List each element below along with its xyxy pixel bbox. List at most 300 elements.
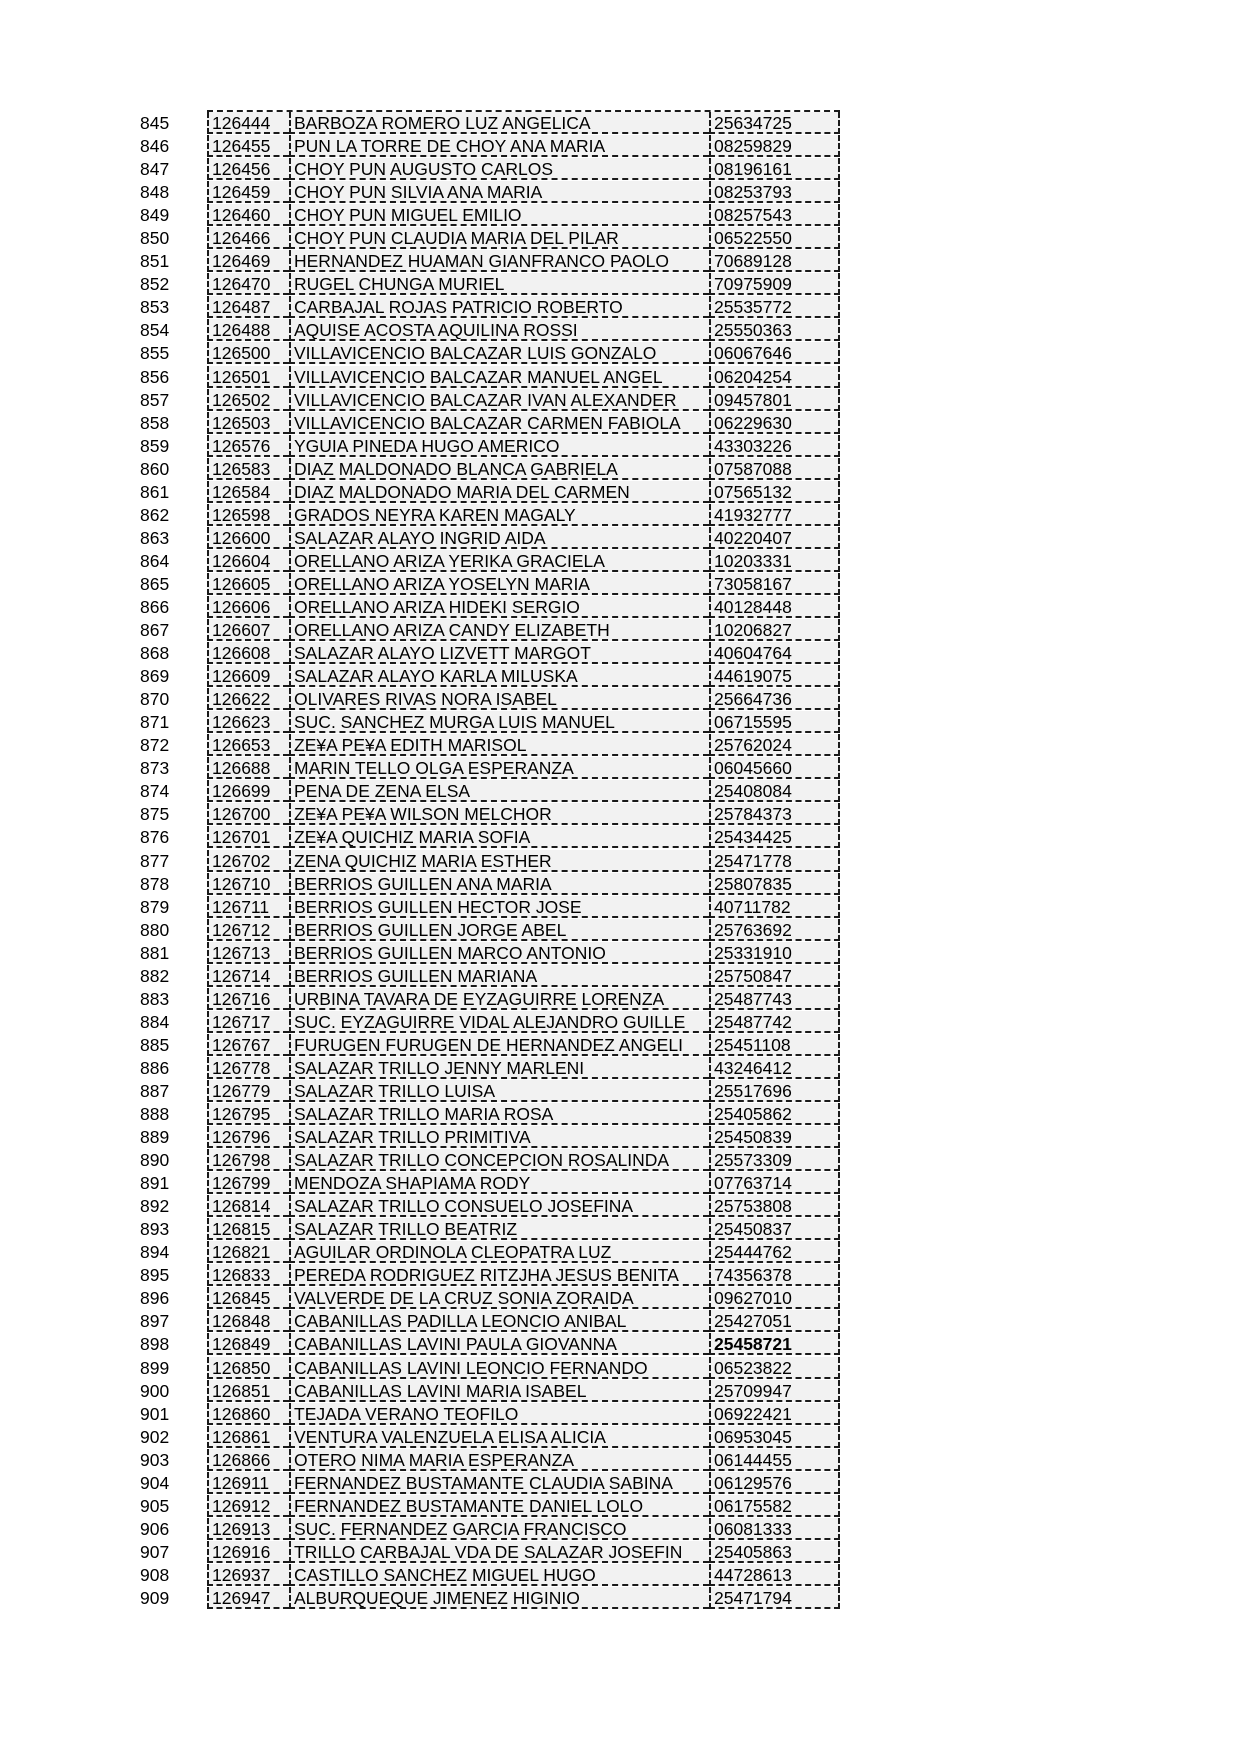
code-cell: 126799 [207,1172,289,1194]
code-cell: 126717 [207,1011,289,1033]
dni-cell: 25550363 [709,319,840,341]
code-cell: 126796 [207,1126,289,1148]
name-cell: BARBOZA ROMERO LUZ ANGELICA [289,112,709,134]
dni-cell: 43246412 [709,1057,840,1079]
dni-cell: 25405863 [709,1541,840,1563]
row-number: 887 [140,1080,170,1101]
code-cell: 126622 [207,688,289,710]
dni-cell: 25517696 [709,1080,840,1102]
name-cell: SALAZAR ALAYO LIZVETT MARGOT [289,642,709,664]
table-row [130,942,840,965]
code-cell: 126821 [207,1241,289,1263]
code-cell: 126833 [207,1264,289,1286]
row-number: 858 [140,412,170,433]
table-row [130,1034,840,1057]
row-number: 884 [140,1011,170,1032]
table-row [130,366,840,389]
name-cell: ZE¥A PE¥A WILSON MELCHOR [289,803,709,825]
table-row [130,1403,840,1426]
table-row [130,481,840,504]
name-cell: PENA DE ZENA ELSA [289,780,709,802]
row-number: 862 [140,504,170,525]
row-number: 899 [140,1357,170,1378]
code-cell: 126848 [207,1310,289,1332]
table-row [130,665,840,688]
row-number: 850 [140,228,170,249]
code-cell: 126713 [207,942,289,964]
code-cell: 126814 [207,1195,289,1217]
dni-cell: 25405862 [709,1103,840,1125]
row-number: 848 [140,182,170,203]
row-number: 892 [140,1196,170,1217]
dni-cell: 08257543 [709,204,840,226]
name-cell: TRILLO CARBAJAL VDA DE SALAZAR JOSEFIN [289,1541,709,1563]
dni-cell: 25487743 [709,988,840,1010]
row-number: 860 [140,458,170,479]
row-number: 868 [140,643,170,664]
dni-cell: 25750847 [709,965,840,987]
name-cell: FERNANDEZ BUSTAMANTE CLAUDIA SABINA [289,1472,709,1494]
code-cell: 126795 [207,1103,289,1125]
row-number: 903 [140,1449,170,1470]
name-cell: CHOY PUN MIGUEL EMILIO [289,204,709,226]
table-row [130,757,840,780]
row-number: 880 [140,919,170,940]
row-number: 878 [140,873,170,894]
name-cell: CHOY PUN AUGUSTO CARLOS [289,158,709,180]
code-cell: 126584 [207,481,289,503]
row-number: 873 [140,758,170,779]
code-cell: 126712 [207,919,289,941]
row-number: 852 [140,274,170,295]
table-row [130,1587,840,1610]
table-row [130,826,840,849]
dni-cell: 06081333 [709,1518,840,1540]
dni-cell: 25408084 [709,780,840,802]
dni-cell: 25807835 [709,873,840,895]
row-number: 881 [140,942,170,963]
table-row [130,1541,840,1564]
name-cell: SALAZAR TRILLO PRIMITIVA [289,1126,709,1148]
code-cell: 126702 [207,850,289,872]
table-row [130,158,840,181]
dni-cell: 25471794 [709,1587,840,1609]
table-row [130,1564,840,1587]
row-number: 859 [140,435,170,456]
dni-cell: 06229630 [709,412,840,434]
name-cell: BERRIOS GUILLEN JORGE ABEL [289,919,709,941]
name-cell: CHOY PUN SILVIA ANA MARIA [289,181,709,203]
table-row [130,573,840,596]
name-cell: VILLAVICENCIO BALCAZAR LUIS GONZALO [289,342,709,364]
table-row [130,1103,840,1126]
code-cell: 126487 [207,296,289,318]
table-row [130,1518,840,1541]
table-row [130,596,840,619]
table-row [130,319,840,342]
table-row [130,896,840,919]
table-row [130,527,840,550]
name-cell: BERRIOS GUILLEN HECTOR JOSE [289,896,709,918]
name-cell: GRADOS NEYRA KAREN MAGALY [289,504,709,526]
table-row [130,850,840,873]
row-number: 864 [140,550,170,571]
table-row [130,342,840,365]
data-table [130,112,840,1610]
row-number: 845 [140,113,170,133]
row-number: 889 [140,1127,170,1148]
row-number: 900 [140,1380,170,1401]
dni-cell: 09457801 [709,389,840,411]
code-cell: 126716 [207,988,289,1010]
table-row [130,1172,840,1195]
name-cell: MARIN TELLO OLGA ESPERANZA [289,757,709,779]
table-row [130,250,840,273]
dni-cell: 25444762 [709,1241,840,1263]
row-number: 870 [140,689,170,710]
row-number: 869 [140,666,170,687]
dni-cell: 40604764 [709,642,840,664]
code-cell: 126608 [207,642,289,664]
dni-cell: 25573309 [709,1149,840,1171]
dni-cell: 25451108 [709,1034,840,1056]
code-cell: 126845 [207,1287,289,1309]
code-cell: 126500 [207,342,289,364]
code-cell: 126710 [207,873,289,895]
dni-cell: 06067646 [709,342,840,364]
row-number: 847 [140,159,170,180]
code-cell: 126861 [207,1426,289,1448]
row-number: 879 [140,896,170,917]
code-cell: 126576 [207,435,289,457]
name-cell: VILLAVICENCIO BALCAZAR MANUEL ANGEL [289,366,709,388]
dni-cell: 25784373 [709,803,840,825]
name-cell: DIAZ MALDONADO BLANCA GABRIELA [289,458,709,480]
dni-cell: 73058167 [709,573,840,595]
table-row [130,504,840,527]
row-number: 894 [140,1242,170,1263]
table-row [130,296,840,319]
name-cell: OTERO NIMA MARIA ESPERANZA [289,1449,709,1471]
dni-cell: 08259829 [709,135,840,157]
table-row [130,965,840,988]
name-cell: ORELLANO ARIZA CANDY ELIZABETH [289,619,709,641]
row-number: 898 [140,1334,170,1355]
row-number: 885 [140,1034,170,1055]
code-cell: 126460 [207,204,289,226]
table-row [130,1380,840,1403]
table-row [130,181,840,204]
row-number: 861 [140,481,170,502]
row-number: 883 [140,988,170,1009]
row-number: 905 [140,1495,170,1516]
dni-cell: 74356378 [709,1264,840,1286]
table-row [130,1426,840,1449]
code-cell: 126623 [207,711,289,733]
name-cell: CABANILLAS LAVINI PAULA GIOVANNA [289,1333,709,1355]
name-cell: VILLAVICENCIO BALCAZAR IVAN ALEXANDER [289,389,709,411]
table-row [130,1495,840,1518]
code-cell: 126699 [207,780,289,802]
code-cell: 126937 [207,1564,289,1586]
code-cell: 126947 [207,1587,289,1609]
name-cell: TEJADA VERANO TEOFILO [289,1403,709,1425]
table-row [130,1264,840,1287]
code-cell: 126688 [207,757,289,779]
row-number: 853 [140,297,170,318]
code-cell: 126850 [207,1357,289,1379]
name-cell: FURUGEN FURUGEN DE HERNANDEZ ANGELI [289,1034,709,1056]
name-cell: SALAZAR TRILLO MARIA ROSA [289,1103,709,1125]
table-row [130,1218,840,1241]
row-number: 909 [140,1588,170,1608]
row-number: 851 [140,251,170,272]
table-row [130,873,840,896]
table-row [130,734,840,757]
table-row [130,1472,840,1495]
code-cell: 126466 [207,227,289,249]
name-cell: MENDOZA SHAPIAMA RODY [289,1172,709,1194]
code-cell: 126583 [207,458,289,480]
name-cell: AGUILAR ORDINOLA CLEOPATRA LUZ [289,1241,709,1263]
code-cell: 126598 [207,504,289,526]
code-cell: 126778 [207,1057,289,1079]
dni-cell: 25634725 [709,112,840,134]
dni-cell: 25753808 [709,1195,840,1217]
name-cell: FERNANDEZ BUSTAMANTE DANIEL LOLO [289,1495,709,1517]
table-row [130,1080,840,1103]
table-row [130,1241,840,1264]
name-cell: BERRIOS GUILLEN ANA MARIA [289,873,709,895]
row-number: 856 [140,366,170,387]
name-cell: SALAZAR ALAYO INGRID AIDA [289,527,709,549]
dni-cell: 06129576 [709,1472,840,1494]
dni-cell: 25331910 [709,942,840,964]
row-number: 857 [140,389,170,410]
name-cell: CHOY PUN CLAUDIA MARIA DEL PILAR [289,227,709,249]
row-number: 877 [140,850,170,871]
row-number: 854 [140,320,170,341]
dni-cell: 43303226 [709,435,840,457]
row-number: 872 [140,735,170,756]
table-row [130,619,840,642]
code-cell: 126455 [207,135,289,157]
name-cell: ORELLANO ARIZA YOSELYN MARIA [289,573,709,595]
code-cell: 126456 [207,158,289,180]
table-row [130,919,840,942]
table-row [130,458,840,481]
name-cell: ZENA QUICHIZ MARIA ESTHER [289,850,709,872]
code-cell: 126700 [207,803,289,825]
table-row [130,1195,840,1218]
code-cell: 126860 [207,1403,289,1425]
code-cell: 126767 [207,1034,289,1056]
name-cell: CASTILLO SANCHEZ MIGUEL HUGO [289,1564,709,1586]
dni-cell: 07565132 [709,481,840,503]
code-cell: 126502 [207,389,289,411]
code-cell: 126604 [207,550,289,572]
code-cell: 126913 [207,1518,289,1540]
row-number: 908 [140,1564,170,1585]
table-row [130,642,840,665]
dni-cell: 06045660 [709,757,840,779]
dni-cell: 40128448 [709,596,840,618]
name-cell: CABANILLAS LAVINI MARIA ISABEL [289,1380,709,1402]
code-cell: 126815 [207,1218,289,1240]
dni-cell: 08253793 [709,181,840,203]
row-number: 871 [140,712,170,733]
table-row [130,435,840,458]
table-row [130,1011,840,1034]
row-number: 866 [140,596,170,617]
dni-cell: 08196161 [709,158,840,180]
name-cell: BERRIOS GUILLEN MARCO ANTONIO [289,942,709,964]
name-cell: YGUIA PINEDA HUGO AMERICO [289,435,709,457]
code-cell: 126501 [207,366,289,388]
table-row [130,112,840,135]
code-cell: 126470 [207,273,289,295]
dni-cell: 25762024 [709,734,840,756]
table-row [130,1287,840,1310]
name-cell: OLIVARES RIVAS NORA ISABEL [289,688,709,710]
code-cell: 126912 [207,1495,289,1517]
dni-cell: 25434425 [709,826,840,848]
dni-cell: 10206827 [709,619,840,641]
table-row [130,135,840,158]
code-cell: 126488 [207,319,289,341]
dni-cell: 40711782 [709,896,840,918]
code-cell: 126600 [207,527,289,549]
code-cell: 126866 [207,1449,289,1471]
row-number: 890 [140,1150,170,1171]
dni-cell: 70689128 [709,250,840,272]
dni-cell: 25427051 [709,1310,840,1332]
dni-cell: 25487742 [709,1011,840,1033]
row-number: 865 [140,573,170,594]
row-number: 893 [140,1219,170,1240]
dni-cell: 41932777 [709,504,840,526]
name-cell: DIAZ MALDONADO MARIA DEL CARMEN [289,481,709,503]
code-cell: 126609 [207,665,289,687]
name-cell: BERRIOS GUILLEN MARIANA [289,965,709,987]
name-cell: CARBAJAL ROJAS PATRICIO ROBERTO [289,296,709,318]
table-row [130,389,840,412]
name-cell: SUC. EYZAGUIRRE VIDAL ALEJANDRO GUILLE [289,1011,709,1033]
dni-cell: 06715595 [709,711,840,733]
dni-cell: 09627010 [709,1287,840,1309]
dni-cell: 07763714 [709,1172,840,1194]
name-cell: ORELLANO ARIZA HIDEKI SERGIO [289,596,709,618]
name-cell: PEREDA RODRIGUEZ RITZJHA JESUS BENITA [289,1264,709,1286]
dni-cell: 06953045 [709,1426,840,1448]
row-number: 907 [140,1541,170,1562]
name-cell: AQUISE ACOSTA AQUILINA ROSSI [289,319,709,341]
table-row [130,1126,840,1149]
dni-cell: 25709947 [709,1380,840,1402]
name-cell: SALAZAR TRILLO CONSUELO JOSEFINA [289,1195,709,1217]
dni-cell: 06522550 [709,227,840,249]
name-cell: URBINA TAVARA DE EYZAGUIRRE LORENZA [289,988,709,1010]
code-cell: 126798 [207,1149,289,1171]
dni-cell: 25664736 [709,688,840,710]
table-row [130,1310,840,1333]
code-cell: 126851 [207,1380,289,1402]
row-number: 904 [140,1472,170,1493]
code-cell: 126653 [207,734,289,756]
dni-cell: 06175582 [709,1495,840,1517]
name-cell: CABANILLAS PADILLA LEONCIO ANIBAL [289,1310,709,1332]
row-number: 902 [140,1426,170,1447]
code-cell: 126911 [207,1472,289,1494]
name-cell: ORELLANO ARIZA YERIKA GRACIELA [289,550,709,572]
table-row [130,711,840,734]
name-cell: SALAZAR TRILLO JENNY MARLENI [289,1057,709,1079]
code-cell: 126606 [207,596,289,618]
row-number: 882 [140,965,170,986]
code-cell: 126779 [207,1080,289,1102]
name-cell: ZE¥A QUICHIZ MARIA SOFIA [289,826,709,848]
row-number: 876 [140,827,170,848]
table-row [130,1357,840,1380]
table-row [130,688,840,711]
dni-cell: 10203331 [709,550,840,572]
name-cell: VALVERDE DE LA CRUZ SONIA ZORAIDA [289,1287,709,1309]
dni-cell: 25450839 [709,1126,840,1148]
name-cell: PUN LA TORRE DE CHOY ANA MARIA [289,135,709,157]
code-cell: 126459 [207,181,289,203]
code-cell: 126444 [207,112,289,134]
name-cell: SUC. FERNANDEZ GARCIA FRANCISCO [289,1518,709,1540]
name-cell: ALBURQUEQUE JIMENEZ HIGINIO [289,1587,709,1609]
dni-cell: 25471778 [709,850,840,872]
row-number: 867 [140,620,170,641]
table-row [130,1057,840,1080]
row-number: 849 [140,205,170,226]
name-cell: VILLAVICENCIO BALCAZAR CARMEN FABIOLA [289,412,709,434]
table-row [130,550,840,573]
code-cell: 126607 [207,619,289,641]
row-number: 874 [140,781,170,802]
name-cell: VENTURA VALENZUELA ELISA ALICIA [289,1426,709,1448]
dni-cell: 25535772 [709,296,840,318]
name-cell: SALAZAR ALAYO KARLA MILUSKA [289,665,709,687]
code-cell: 126916 [207,1541,289,1563]
table-row [130,988,840,1011]
dni-cell: 70975909 [709,273,840,295]
dni-cell: 06144455 [709,1449,840,1471]
row-number: 891 [140,1173,170,1194]
name-cell: SUC. SANCHEZ MURGA LUIS MANUEL [289,711,709,733]
name-cell: ZE¥A PE¥A EDITH MARISOL [289,734,709,756]
row-number: 896 [140,1288,170,1309]
dni-cell: 44619075 [709,665,840,687]
dni-cell: 06922421 [709,1403,840,1425]
code-cell: 126711 [207,896,289,918]
table-row [130,227,840,250]
code-cell: 126701 [207,826,289,848]
table-row [130,1449,840,1472]
table-row [130,412,840,435]
name-cell: SALAZAR TRILLO CONCEPCION ROSALINDA [289,1149,709,1171]
name-cell: RUGEL CHUNGA MURIEL [289,273,709,295]
row-number: 895 [140,1265,170,1286]
dni-cell: 06523822 [709,1357,840,1379]
table-row [130,1149,840,1172]
code-cell: 126469 [207,250,289,272]
table-row [130,273,840,296]
dni-cell: 40220407 [709,527,840,549]
row-number: 863 [140,527,170,548]
